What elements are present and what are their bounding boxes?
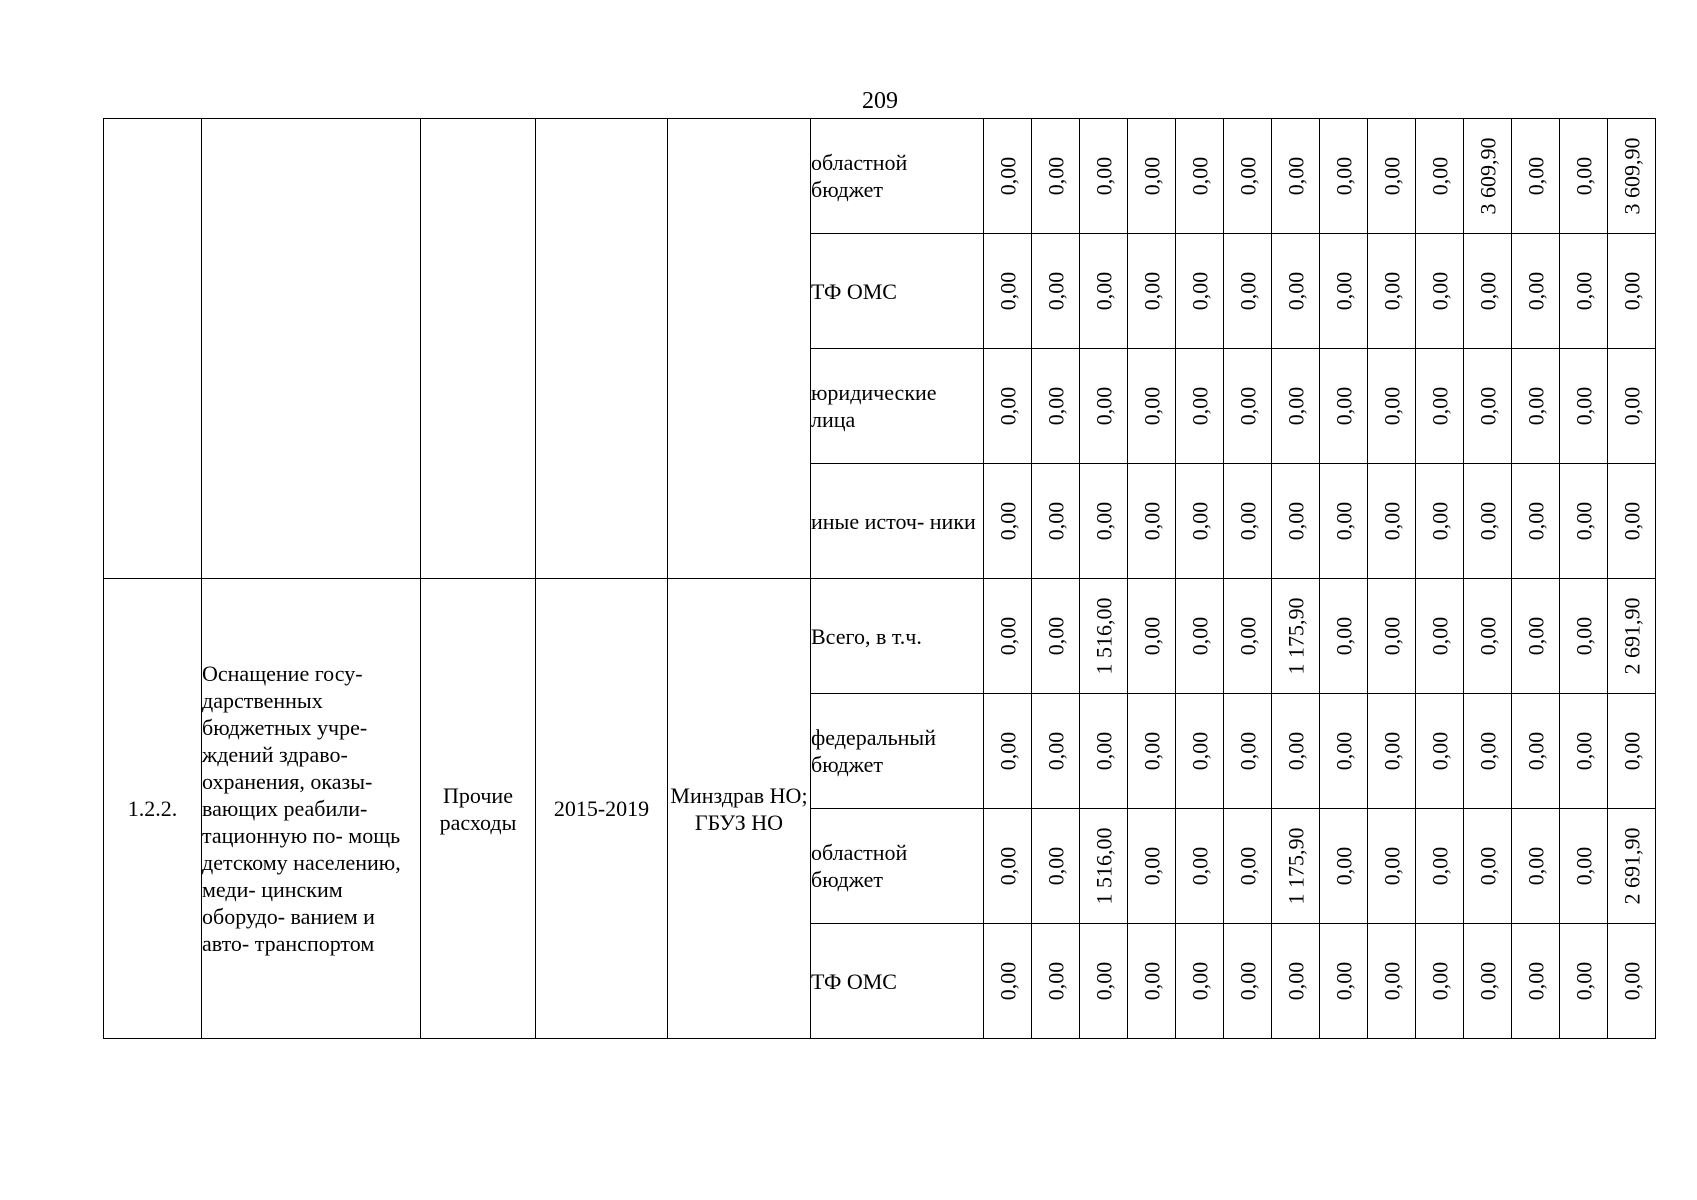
value-text: 0,00	[1283, 731, 1308, 771]
value-text: 0,00	[1235, 271, 1260, 311]
value-cell	[1176, 694, 1224, 809]
value-cell	[984, 579, 1032, 694]
value-cell	[1224, 579, 1272, 694]
value-text: 0,00	[1235, 731, 1260, 771]
value-text: 0,00	[1331, 961, 1356, 1001]
value-text: 0,00	[995, 271, 1020, 311]
value-cell	[1320, 119, 1368, 234]
value-cell	[1368, 464, 1416, 579]
value-cell	[1320, 234, 1368, 349]
value-text: 0,00	[1427, 961, 1452, 1001]
item-number-cell: 1.2.2.	[104, 579, 202, 1039]
value-cell	[984, 349, 1032, 464]
value-text: 0,00	[1283, 386, 1308, 426]
value-text: 0,00	[1187, 616, 1212, 656]
value-cell	[1080, 119, 1128, 234]
value-cell	[1368, 234, 1416, 349]
value-text: 0,00	[1427, 616, 1452, 656]
value-text: 0,00	[1043, 961, 1068, 1001]
value-cell	[1224, 809, 1272, 924]
value-text: 0,00	[1235, 846, 1260, 886]
value-cell	[1176, 924, 1224, 1039]
value-text: 0,00	[1187, 846, 1212, 886]
value-text: 0,00	[1187, 501, 1212, 541]
value-cell	[1608, 694, 1656, 809]
funding-source-cell: областной бюджет	[811, 809, 984, 924]
budget-table	[103, 118, 1656, 1039]
value-text: 0,00	[995, 156, 1020, 196]
value-text: 0,00	[1379, 961, 1404, 1001]
value-text: 0,00	[1619, 386, 1644, 426]
value-cell	[1176, 809, 1224, 924]
value-text: 0,00	[1475, 961, 1500, 1001]
value-cell	[1464, 119, 1512, 234]
value-cell	[1464, 234, 1512, 349]
value-text: 0,00	[1571, 616, 1596, 656]
value-cell	[1176, 119, 1224, 234]
value-text: 0,00	[1523, 846, 1548, 886]
value-text: 0,00	[1139, 501, 1164, 541]
value-text: 0,00	[1043, 616, 1068, 656]
value-text: 0,00	[1523, 616, 1548, 656]
value-text: 0,00	[1235, 616, 1260, 656]
value-cell	[1128, 809, 1176, 924]
value-cell	[1224, 694, 1272, 809]
value-text: 0,00	[995, 961, 1020, 1001]
value-cell	[1080, 924, 1128, 1039]
value-cell	[1512, 234, 1560, 349]
value-cell	[1608, 349, 1656, 464]
value-cell	[1368, 579, 1416, 694]
value-cell	[1128, 464, 1176, 579]
item-name-cell	[202, 119, 421, 579]
value-text: 0,00	[1139, 271, 1164, 311]
value-text: 0,00	[1523, 731, 1548, 771]
value-text: 0,00	[995, 846, 1020, 886]
value-cell	[1464, 924, 1512, 1039]
value-text: 0,00	[1235, 156, 1260, 196]
value-text: 0,00	[1475, 846, 1500, 886]
value-cell	[1272, 809, 1320, 924]
value-cell	[1032, 579, 1080, 694]
value-cell	[1512, 579, 1560, 694]
value-text: 0,00	[1091, 961, 1116, 1001]
funding-source-cell: ТФ ОМС	[811, 924, 984, 1039]
value-cell	[984, 694, 1032, 809]
value-cell	[1608, 234, 1656, 349]
value-text: 0,00	[1139, 961, 1164, 1001]
value-text: 0,00	[1379, 156, 1404, 196]
funding-source-cell: ТФ ОМС	[811, 234, 984, 349]
value-text: 0,00	[1427, 271, 1452, 311]
value-text: 0,00	[1283, 501, 1308, 541]
value-cell	[1416, 464, 1464, 579]
value-cell	[1416, 234, 1464, 349]
value-cell	[1416, 349, 1464, 464]
value-text: 0,00	[1379, 731, 1404, 771]
value-text: 0,00	[1331, 616, 1356, 656]
expense-type-cell	[421, 119, 536, 579]
value-text: 2 691,90	[1619, 597, 1644, 675]
value-cell	[1272, 234, 1320, 349]
value-text: 0,00	[1379, 271, 1404, 311]
value-cell	[1464, 579, 1512, 694]
value-cell	[1128, 694, 1176, 809]
funding-source-cell: Всего, в т.ч.	[811, 579, 984, 694]
value-text: 0,00	[1475, 616, 1500, 656]
value-text: 0,00	[1571, 961, 1596, 1001]
value-cell	[1080, 234, 1128, 349]
value-cell	[1224, 119, 1272, 234]
value-text: 1 175,90	[1283, 827, 1308, 905]
value-cell	[1560, 464, 1608, 579]
period-cell	[536, 119, 668, 579]
value-text: 0,00	[1331, 386, 1356, 426]
value-cell	[1224, 349, 1272, 464]
value-text: 0,00	[1571, 501, 1596, 541]
value-text: 0,00	[1187, 961, 1212, 1001]
value-text: 0,00	[1523, 501, 1548, 541]
value-cell	[1080, 809, 1128, 924]
value-cell	[1080, 694, 1128, 809]
value-text: 0,00	[1091, 501, 1116, 541]
value-cell	[1320, 349, 1368, 464]
item-number-cell	[104, 119, 202, 579]
value-cell	[1416, 119, 1464, 234]
value-cell	[1560, 579, 1608, 694]
value-cell	[1560, 924, 1608, 1039]
value-text: 0,00	[1427, 501, 1452, 541]
value-cell	[1512, 349, 1560, 464]
value-text: 0,00	[1523, 271, 1548, 311]
value-text: 0,00	[995, 731, 1020, 771]
value-cell	[1560, 119, 1608, 234]
value-cell	[1560, 694, 1608, 809]
value-text: 0,00	[1571, 156, 1596, 196]
value-cell	[1368, 809, 1416, 924]
value-text: 0,00	[1427, 386, 1452, 426]
value-cell	[1032, 119, 1080, 234]
value-cell	[1080, 579, 1128, 694]
value-text: 0,00	[1187, 156, 1212, 196]
value-cell	[1032, 694, 1080, 809]
value-cell	[1464, 349, 1512, 464]
value-text: 0,00	[1379, 846, 1404, 886]
value-cell	[1416, 579, 1464, 694]
value-cell	[1128, 349, 1176, 464]
value-text: 0,00	[1571, 846, 1596, 886]
value-text: 0,00	[1235, 386, 1260, 426]
value-text: 0,00	[1091, 731, 1116, 771]
value-text: 0,00	[1091, 156, 1116, 196]
value-cell	[984, 464, 1032, 579]
value-cell	[1608, 464, 1656, 579]
value-text: 0,00	[1475, 271, 1500, 311]
value-text: 0,00	[1331, 156, 1356, 196]
value-cell	[1272, 924, 1320, 1039]
table-row	[104, 579, 1656, 694]
value-cell	[1608, 119, 1656, 234]
value-cell	[1176, 579, 1224, 694]
value-cell	[1512, 464, 1560, 579]
value-cell	[1032, 464, 1080, 579]
value-cell	[1560, 809, 1608, 924]
value-text: 0,00	[1427, 731, 1452, 771]
value-text: 0,00	[1571, 386, 1596, 426]
value-text: 0,00	[1139, 156, 1164, 196]
value-cell	[1176, 464, 1224, 579]
value-cell	[1608, 924, 1656, 1039]
value-text: 0,00	[1523, 156, 1548, 196]
table-row	[104, 119, 1656, 234]
table-body	[104, 119, 1656, 1039]
value-text: 0,00	[1619, 501, 1644, 541]
value-cell	[1368, 924, 1416, 1039]
value-cell	[1416, 809, 1464, 924]
value-cell	[1128, 924, 1176, 1039]
value-text: 3 609,90	[1619, 137, 1644, 215]
value-cell	[1080, 464, 1128, 579]
value-text: 0,00	[1187, 271, 1212, 311]
value-text: 0,00	[1235, 961, 1260, 1001]
value-cell	[1464, 809, 1512, 924]
value-text: 0,00	[1139, 846, 1164, 886]
value-cell	[1512, 694, 1560, 809]
period-cell: 2015-2019	[536, 579, 668, 1039]
value-cell	[1368, 694, 1416, 809]
value-cell	[1512, 809, 1560, 924]
value-cell	[1320, 464, 1368, 579]
value-cell	[984, 234, 1032, 349]
value-text: 0,00	[1187, 731, 1212, 771]
value-cell	[1272, 349, 1320, 464]
funding-source-cell: юридические лица	[811, 349, 984, 464]
value-cell	[1416, 694, 1464, 809]
value-cell	[1320, 809, 1368, 924]
value-text: 0,00	[1043, 156, 1068, 196]
executor-cell	[668, 119, 811, 579]
value-cell	[1464, 464, 1512, 579]
value-cell	[1416, 924, 1464, 1039]
value-text: 0,00	[1139, 616, 1164, 656]
value-text: 0,00	[1139, 731, 1164, 771]
value-text: 0,00	[1331, 846, 1356, 886]
value-text: 0,00	[1283, 961, 1308, 1001]
value-text: 0,00	[1475, 731, 1500, 771]
value-text: 0,00	[1043, 386, 1068, 426]
value-cell	[984, 119, 1032, 234]
value-text: 0,00	[1475, 501, 1500, 541]
executor-cell: Минздрав НО; ГБУЗ НО	[668, 579, 811, 1039]
value-text: 0,00	[1043, 501, 1068, 541]
value-text: 1 175,90	[1283, 597, 1308, 675]
value-cell	[1320, 924, 1368, 1039]
value-cell	[1224, 464, 1272, 579]
value-cell	[1224, 924, 1272, 1039]
value-text: 0,00	[1379, 501, 1404, 541]
value-cell	[1272, 119, 1320, 234]
value-text: 0,00	[1619, 271, 1644, 311]
value-cell	[984, 924, 1032, 1039]
value-cell	[1032, 349, 1080, 464]
item-name-cell: Оснащение госу- дарственных бюджетных учре- ждений здраво- охранения, оказы- вающих реабили- тационную по- мощь детскому населению, меди- цинским оборудо- ванием и авто- транспортом	[202, 579, 421, 1039]
value-text: 0,00	[995, 616, 1020, 656]
value-cell	[1320, 579, 1368, 694]
value-cell	[1560, 349, 1608, 464]
value-text: 0,00	[1523, 961, 1548, 1001]
value-text: 0,00	[1331, 731, 1356, 771]
value-text: 0,00	[1331, 271, 1356, 311]
value-text: 0,00	[1619, 731, 1644, 771]
value-text: 1 516,00	[1091, 597, 1116, 675]
value-cell	[1368, 119, 1416, 234]
value-text: 0,00	[1043, 271, 1068, 311]
value-cell	[1272, 694, 1320, 809]
value-text: 0,00	[1475, 386, 1500, 426]
value-cell	[1176, 234, 1224, 349]
value-text: 0,00	[1379, 386, 1404, 426]
value-cell	[1128, 119, 1176, 234]
value-text: 0,00	[995, 386, 1020, 426]
value-cell	[1032, 234, 1080, 349]
value-text: 0,00	[1331, 501, 1356, 541]
value-cell	[1272, 464, 1320, 579]
value-text: 0,00	[995, 501, 1020, 541]
value-cell	[984, 809, 1032, 924]
value-text: 0,00	[1139, 386, 1164, 426]
value-cell	[1320, 694, 1368, 809]
value-text: 0,00	[1283, 271, 1308, 311]
value-text: 2 691,90	[1619, 827, 1644, 905]
expense-type-cell: Прочие расходы	[421, 579, 536, 1039]
value-cell	[1368, 349, 1416, 464]
value-text: 0,00	[1091, 386, 1116, 426]
funding-source-cell: областной бюджет	[811, 119, 984, 234]
value-cell	[1032, 924, 1080, 1039]
value-cell	[1224, 234, 1272, 349]
value-cell	[1128, 234, 1176, 349]
value-text: 0,00	[1619, 961, 1644, 1001]
page-number: 209	[862, 88, 898, 114]
funding-source-cell: федеральный бюджет	[811, 694, 984, 809]
value-text: 0,00	[1043, 731, 1068, 771]
value-cell	[1080, 349, 1128, 464]
value-cell	[1176, 349, 1224, 464]
value-text: 0,00	[1283, 156, 1308, 196]
value-cell	[1128, 579, 1176, 694]
value-cell	[1464, 694, 1512, 809]
value-text: 0,00	[1043, 846, 1068, 886]
value-text: 0,00	[1571, 271, 1596, 311]
value-cell	[1608, 809, 1656, 924]
value-text: 0,00	[1523, 386, 1548, 426]
value-text: 0,00	[1379, 616, 1404, 656]
value-text: 3 609,90	[1475, 137, 1500, 215]
value-text: 0,00	[1571, 731, 1596, 771]
value-text: 0,00	[1187, 386, 1212, 426]
value-text: 0,00	[1235, 501, 1260, 541]
value-cell	[1608, 579, 1656, 694]
value-text: 0,00	[1091, 271, 1116, 311]
value-text: 0,00	[1427, 156, 1452, 196]
funding-source-cell: иные источ- ники	[811, 464, 984, 579]
value-text: 1 516,00	[1091, 827, 1116, 905]
value-text: 0,00	[1427, 846, 1452, 886]
value-cell	[1512, 924, 1560, 1039]
value-cell	[1560, 234, 1608, 349]
value-cell	[1032, 809, 1080, 924]
value-cell	[1272, 579, 1320, 694]
value-cell	[1512, 119, 1560, 234]
